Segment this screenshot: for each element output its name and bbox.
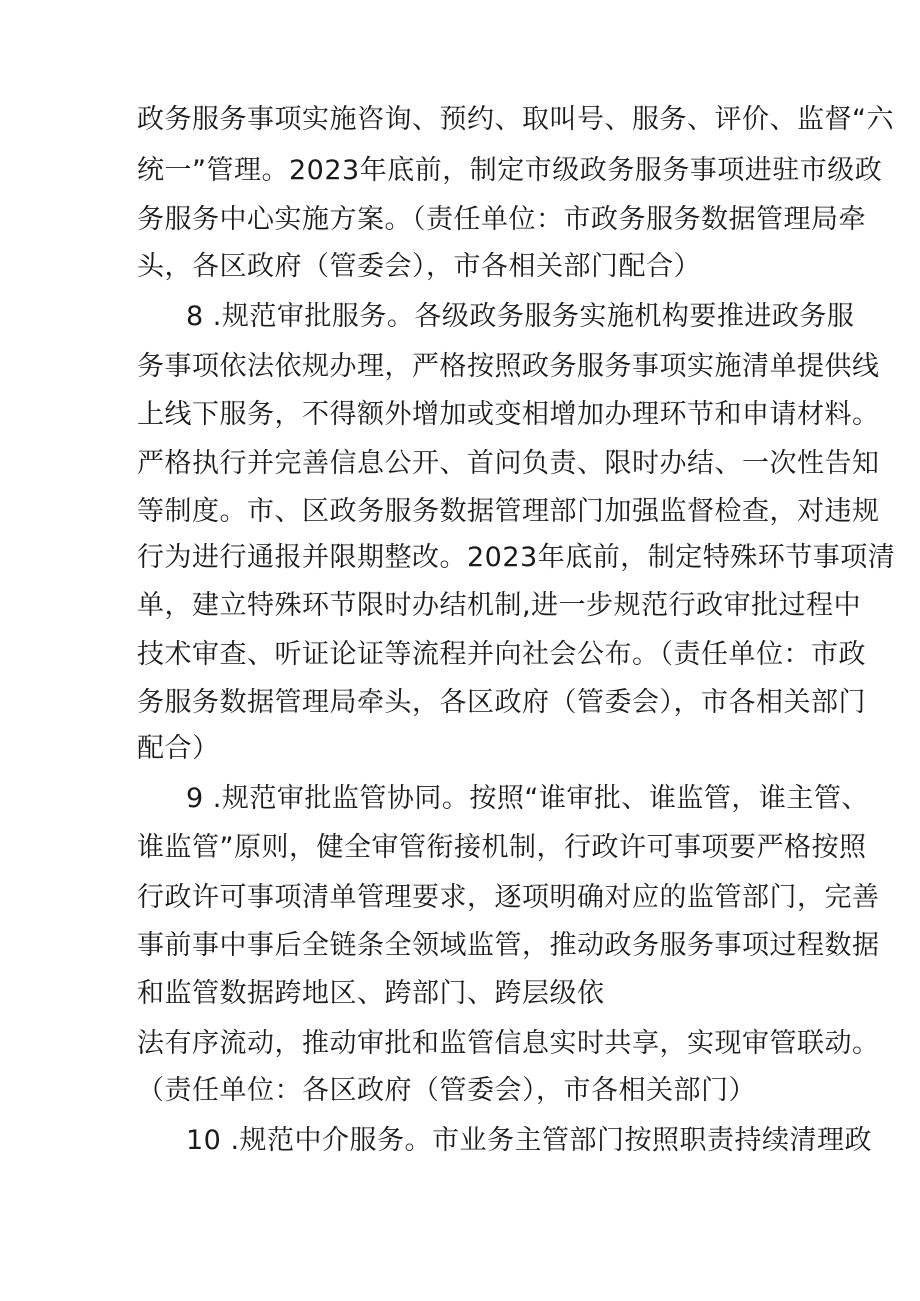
- text-line: （责任单位：各区政府（管委会），市各相关部门）: [137, 1075, 756, 1106]
- text-line: 行政许可事项清单管理要求，逐项明确对应的监管部门，完善: [137, 882, 880, 913]
- text-line: 事前事中事后全链条全领域监管，推动政务服务事项过程数据: [137, 930, 880, 961]
- text-line: 单，建立特殊环节限时办结机制,进一步规范行政审批过程中: [137, 590, 862, 621]
- text-line: 谁监管”原则，健全审管衔接机制，行政许可事项要严格按照: [137, 832, 867, 863]
- text-line: 头，各区政府（管委会），市各相关部门配合）: [137, 251, 701, 282]
- text-line: 和监管数据跨地区、跨部门、跨层级依: [137, 978, 605, 1009]
- text-line: 务服务中心实施方案。（责任单位：市政务服务数据管理局牵: [137, 204, 866, 235]
- text-line: 技术审查、听证论证等流程并向社会公布。（责任单位：市政: [137, 639, 866, 670]
- text-line: 配合）: [137, 733, 220, 764]
- text-line: 法有序流动，推动审批和监管信息实时共享，实现审管联动。: [137, 1028, 880, 1059]
- text-line: 8 .规范审批服务。各级政务服务实施机构要推进政务服: [186, 301, 855, 332]
- text-line: 10 .规范中介服务。市业务主管部门按照职责持续清理政: [186, 1125, 873, 1156]
- text-line: 上线下服务，不得额外增加或变相增加办理环节和申请材料。: [137, 399, 880, 430]
- text-line: 政务服务事项实施咨询、预约、取叫号、服务、评价、监督“六: [137, 104, 894, 135]
- text-line: 务事项依法依规办理，严格按照政务服务事项实施清单提供线: [137, 351, 880, 382]
- text-line: 务服务数据管理局牵头，各区政府（管委会），市各相关部门: [137, 687, 866, 718]
- text-line: 9 .规范审批监管协同。按照“谁审批、谁监管，谁主管、: [186, 783, 869, 814]
- text-line: 等制度。市、区政务服务数据管理部门加强监督检查，对违规: [137, 496, 880, 527]
- text-line: 严格执行并完善信息公开、首问负责、限时办结、一次性告知: [137, 448, 880, 479]
- text-line: 统一”管理。2023年底前，制定市级政务服务事项进驻市级政: [137, 155, 883, 186]
- text-line: 行为进行通报并限期整改。2023年底前，制定特殊环节事项清: [137, 542, 896, 573]
